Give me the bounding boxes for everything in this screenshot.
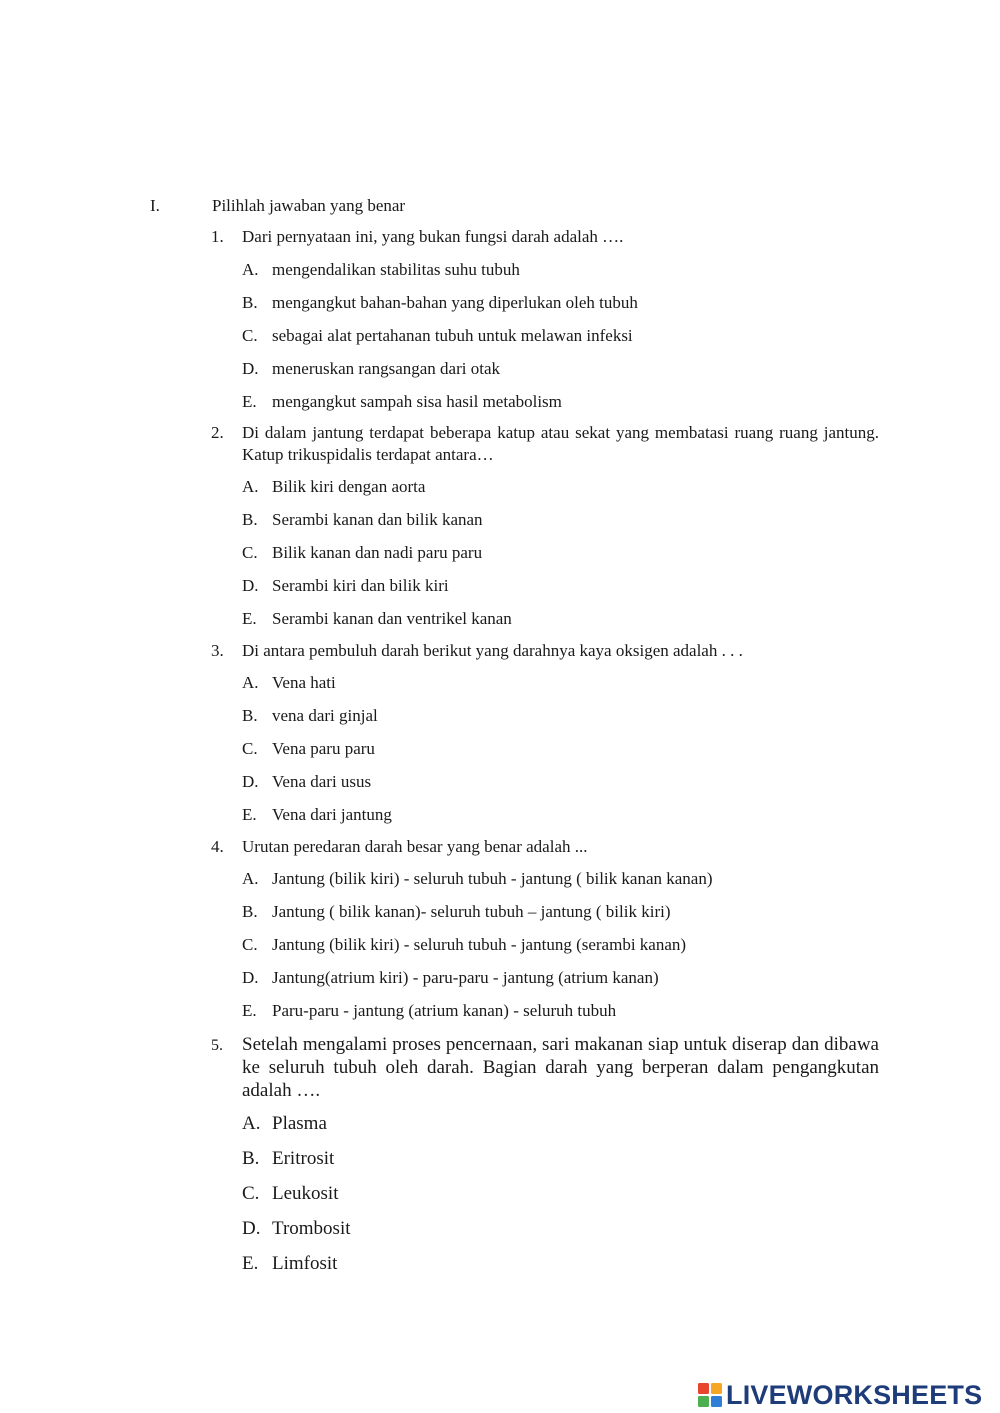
section-i: [0, 196, 1000, 1274]
option-c[interactable]: [0, 1182, 1000, 1206]
question-text: Urutan peredaran darah besar yang benar adalah ...: [242, 837, 588, 856]
option-b[interactable]: [0, 292, 1000, 314]
section-number: I.: [150, 196, 160, 215]
option-text: Vena hati: [272, 673, 336, 692]
option-c[interactable]: [0, 542, 1000, 564]
option-text: Vena dari jantung: [272, 805, 392, 824]
question-2: [0, 422, 1000, 630]
option-letter: A.: [242, 1113, 261, 1134]
option-letter: B.: [242, 510, 258, 529]
option-e[interactable]: [0, 804, 1000, 826]
option-text: Vena dari usus: [272, 772, 372, 791]
option-letter: C.: [242, 739, 258, 758]
option-e[interactable]: [0, 1000, 1000, 1022]
option-c[interactable]: [0, 934, 1000, 956]
question-text: Setelah mengalami proses pencernaan, sari makanan siap untuk diserap dan dibawa ke seluruh tubuh oleh darah. Bagian darah yang berperan dalam pengangkutan adalah ….: [242, 1034, 879, 1101]
option-letter: B.: [242, 902, 258, 921]
option-text: Bilik kanan dan nadi paru paru: [272, 543, 483, 562]
option-text: Leukosit: [272, 1183, 339, 1204]
option-text: meneruskan rangsangan dari otak: [272, 359, 500, 378]
question-number: 5.: [211, 1037, 223, 1054]
question-number: 1.: [211, 227, 224, 246]
option-a[interactable]: [0, 476, 1000, 498]
section-header: [0, 196, 1000, 220]
option-text: Serambi kiri dan bilik kiri: [272, 576, 449, 595]
option-text: Bilik kiri dengan aorta: [272, 477, 426, 496]
question-list: [0, 226, 1000, 1276]
option-text: Serambi kanan dan bilik kanan: [272, 510, 483, 529]
option-list: [0, 1112, 1000, 1276]
option-text: Jantung (bilik kiri) - seluruh tubuh - jantung ( bilik kanan kanan): [272, 869, 713, 888]
option-text: Vena paru paru: [272, 739, 375, 758]
option-e[interactable]: [0, 608, 1000, 630]
option-letter: E.: [242, 805, 257, 824]
option-letter: B.: [242, 293, 258, 312]
option-text: mengendalikan stabilitas suhu tubuh: [272, 260, 520, 279]
option-text: Serambi kanan dan ventrikel kanan: [272, 609, 512, 628]
option-text: Jantung (bilik kiri) - seluruh tubuh - jantung (serambi kanan): [272, 935, 687, 954]
option-list: [0, 868, 1000, 1022]
option-letter: E.: [242, 609, 257, 628]
logo-square-3: [698, 1396, 709, 1407]
question-text: Di antara pembuluh darah berikut yang darahnya kaya oksigen adalah . . .: [242, 641, 743, 660]
option-letter: E.: [242, 1001, 257, 1020]
question-3: [0, 640, 1000, 826]
option-letter: C.: [242, 326, 258, 345]
option-d[interactable]: [0, 575, 1000, 597]
option-b[interactable]: [0, 901, 1000, 923]
option-b[interactable]: [0, 705, 1000, 727]
option-text: Trombosit: [272, 1218, 351, 1239]
logo-square-4: [711, 1396, 722, 1407]
question-4: [0, 836, 1000, 1022]
option-d[interactable]: [0, 358, 1000, 380]
question-text: Dari pernyataan ini, yang bukan fungsi darah adalah ….: [242, 227, 624, 246]
option-letter: B.: [242, 706, 258, 725]
option-text: Eritrosit: [272, 1148, 335, 1169]
option-text: Plasma: [272, 1113, 327, 1134]
liveworksheets-logo-icon: [698, 1383, 722, 1407]
liveworksheets-logo: [698, 1378, 982, 1412]
option-letter: D.: [242, 968, 259, 987]
section-instruction: Pilihlah jawaban yang benar: [212, 196, 406, 215]
question-5: [0, 1033, 1000, 1276]
option-text: mengangkut bahan-bahan yang diperlukan oleh tubuh: [272, 293, 638, 312]
option-letter: D.: [242, 1218, 261, 1239]
option-b[interactable]: [0, 509, 1000, 531]
option-d[interactable]: [0, 1217, 1000, 1241]
question-number: 2.: [211, 423, 224, 442]
option-letter: E.: [242, 1253, 259, 1274]
option-d[interactable]: [0, 771, 1000, 793]
option-a[interactable]: [0, 672, 1000, 694]
option-letter: A.: [242, 869, 259, 888]
option-letter: D.: [242, 576, 259, 595]
option-text: Jantung(atrium kiri) - paru-paru - jantung (atrium kanan): [272, 968, 659, 987]
option-letter: C.: [242, 935, 258, 954]
option-letter: C.: [242, 543, 258, 562]
option-e[interactable]: [0, 1252, 1000, 1276]
logo-square-1: [698, 1383, 709, 1394]
option-letter: A.: [242, 673, 259, 692]
option-d[interactable]: [0, 967, 1000, 989]
option-letter: D.: [242, 772, 259, 791]
option-b[interactable]: [0, 1147, 1000, 1171]
option-a[interactable]: [0, 868, 1000, 890]
option-a[interactable]: [0, 1112, 1000, 1136]
question-number: 4.: [211, 837, 224, 856]
option-text: mengangkut sampah sisa hasil metabolism: [272, 392, 562, 411]
logo-text: LIVEWORKSHEETS: [726, 1379, 983, 1410]
option-letter: A.: [242, 260, 259, 279]
question-number: 3.: [211, 641, 224, 660]
option-text: Jantung ( bilik kanan)- seluruh tubuh – jantung ( bilik kiri): [272, 902, 671, 921]
option-e[interactable]: [0, 391, 1000, 413]
option-list: [0, 476, 1000, 630]
option-c[interactable]: [0, 325, 1000, 347]
question-text: Di dalam jantung terdapat beberapa katup atau sekat yang membatasi ruang ruang jantung. Katup trikuspidalis terdapat antara…: [242, 423, 879, 464]
question-1: [0, 226, 1000, 413]
option-list: [0, 672, 1000, 826]
option-c[interactable]: [0, 738, 1000, 760]
logo-square-2: [711, 1383, 722, 1394]
option-list: [0, 259, 1000, 413]
option-text: Limfosit: [272, 1253, 338, 1274]
option-letter: A.: [242, 477, 259, 496]
option-a[interactable]: [0, 259, 1000, 281]
option-letter: C.: [242, 1183, 260, 1204]
option-text: sebagai alat pertahanan tubuh untuk melawan infeksi: [272, 326, 633, 345]
option-letter: E.: [242, 392, 257, 411]
option-letter: B.: [242, 1148, 260, 1169]
option-text: Paru-paru - jantung (atrium kanan) - seluruh tubuh: [272, 1001, 617, 1020]
option-letter: D.: [242, 359, 259, 378]
option-text: vena dari ginjal: [272, 706, 378, 725]
